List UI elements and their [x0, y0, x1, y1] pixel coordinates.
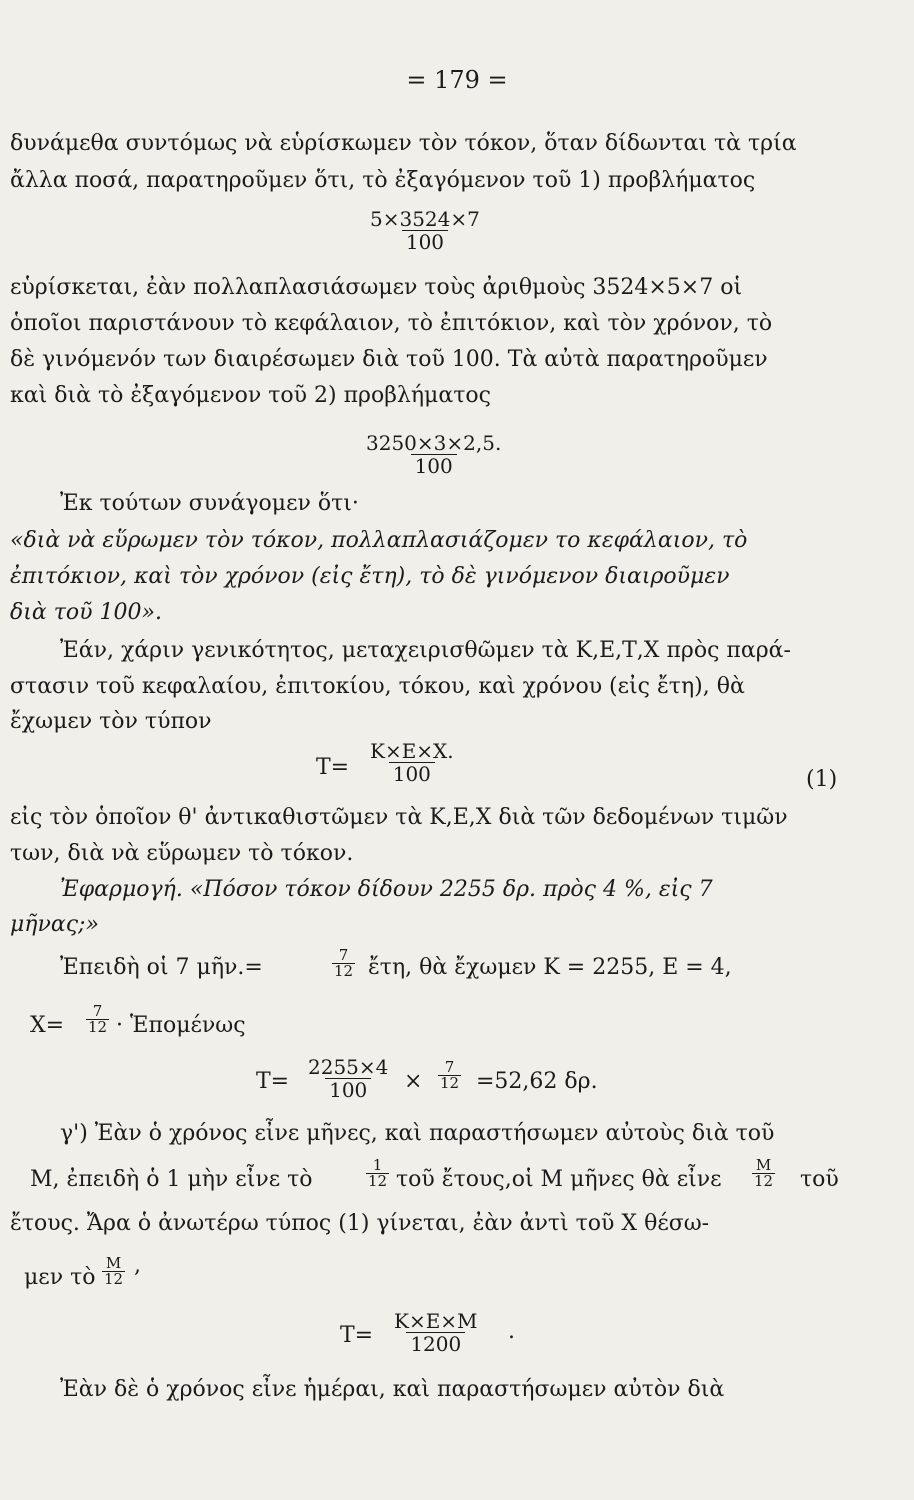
text-line: εἰς τὸν ὁποῖον θ' ἀντικαθιστῶμεν τὰ Κ,Ε,Χ διὰ τῶν δεδομένων τιμῶν [10, 805, 788, 830]
fraction-numerator: 3250×3×2,5. [366, 431, 502, 455]
formula-lhs: Τ= [256, 1069, 290, 1094]
text-line: δυνάμεθα συντόμως νὰ εὑρίσκωμεν τὸν τόκον, ὅταν δίδωνται τὰ τρία [10, 131, 797, 156]
formula-fraction-4 [390, 1310, 482, 1355]
fraction-denominator: 100 [411, 454, 457, 477]
fraction-denominator: 1200 [406, 1332, 465, 1355]
small-fraction [366, 1158, 389, 1189]
text-line: των, διὰ νὰ εὕρωμεν τὸ τόκον. [10, 841, 354, 866]
text-line: ὁποῖοι παριστάνουν τὸ κεφάλαιον, τὸ ἐπιτόκιον, καὶ τὸν χρόνον, τὸ [10, 311, 773, 336]
text-line: ἔχωμεν τὸν τύπον [10, 709, 212, 734]
fraction-denominator: 100 [325, 1078, 371, 1101]
comma: , [134, 1253, 141, 1278]
text-line: τοῦ [800, 1167, 839, 1192]
formula-lhs: Τ= [316, 755, 350, 780]
fraction-numerator: 7 [444, 1058, 455, 1076]
formula-fraction-2 [362, 432, 505, 477]
fraction-denominator: 12 [754, 1172, 774, 1190]
fraction-numerator: Μ [755, 1156, 772, 1174]
text-line: μεν τὸ [24, 1265, 96, 1290]
fraction-numerator: Κ×Ε×Μ [394, 1309, 478, 1333]
text-line: στασιν τοῦ κεφαλαίου, ἐπιτοκίου, τόκου, καὶ χρόνου (εἰς ἔτη), θὰ [10, 674, 745, 699]
application-heading: Ἐφαρμογή. «Πόσον τόκον δίδουν 2255 δρ. πρὸς 4 %, εἰς 7 [60, 877, 713, 902]
fraction-denominator: 12 [104, 1270, 124, 1288]
formula-lhs: Τ= [340, 1323, 374, 1348]
fraction-numerator: 1 [372, 1156, 383, 1174]
fraction-denominator: 100 [389, 762, 435, 785]
fraction-denominator: 12 [88, 1018, 108, 1036]
rule-statement-line: ἐπιτόκιον, καὶ τὸν χρόνον (εἰς ἔτη), τὸ δὲ γινόμενον διαιροῦμεν [10, 564, 730, 589]
times-sign: × [404, 1069, 423, 1094]
rule-statement-line: διὰ τοῦ 100». [10, 600, 162, 625]
formula-result: =52,62 δρ. [476, 1069, 598, 1094]
small-fraction [752, 1158, 775, 1189]
application-line: Χ= [30, 1013, 65, 1038]
formula-label: (1) [806, 767, 838, 792]
fraction-denominator: 100 [402, 230, 448, 253]
fraction-numerator: 7 [338, 946, 349, 964]
text-line: Μ, ἐπειδὴ ὁ 1 μὴν εἶνε τὸ [30, 1167, 313, 1192]
text-line: εὑρίσκεται, ἐὰν πολλαπλασιάσωμεν τοὺς ἀριθμοὺς 3524×5×7 οἱ [10, 275, 743, 300]
text-line: τοῦ ἔτους,οἱ Μ μῆνες θὰ εἶνε [396, 1167, 722, 1192]
text-line: μῆνας;» [10, 912, 99, 937]
text-line: ἔτους. Ἄρα ὁ ἀνωτέρω τύπος (1) γίνεται, ἐὰν ἀντὶ τοῦ Χ θέσω- [10, 1211, 710, 1236]
small-fraction [438, 1060, 461, 1091]
fraction-numerator: 7 [92, 1002, 103, 1020]
application-line: ἔτη, θὰ ἔχωμεν Κ = 2255, Ε = 4, [368, 955, 732, 980]
small-fraction [86, 1004, 109, 1035]
text-line: δὲ γινόμενόν των διαιρέσωμεν διὰ τοῦ 100. Τὰ αὐτὰ παρατηροῦμεν [10, 347, 768, 372]
formula-fraction [304, 1056, 392, 1101]
formula-fraction-3 [366, 740, 458, 785]
fraction-numerator: Μ [105, 1254, 122, 1272]
small-fraction [102, 1256, 125, 1287]
fraction-denominator: 12 [334, 962, 354, 980]
text-line: γ') Ἐὰν ὁ χρόνος εἶνε μῆνες, καὶ παραστήσωμεν αὐτοὺς διὰ τοῦ [60, 1121, 775, 1146]
text-line: Ἐκ τούτων συνάγομεν ὅτι· [60, 491, 359, 516]
text-line: ἄλλα ποσά, παρατηροῦμεν ὅτι, τὸ ἐξαγόμενον τοῦ 1) προβλήματος [10, 168, 756, 193]
text-line: Ἐὰν δὲ ὁ χρόνος εἶνε ἡμέραι, καὶ παραστήσωμεν αὐτὸν διὰ [60, 1377, 725, 1402]
text-line: καὶ διὰ τὸ ἐξαγόμενον τοῦ 2) προβλήματος [10, 383, 491, 408]
fraction-numerator: 2255×4 [308, 1055, 389, 1079]
fraction-denominator: 12 [440, 1074, 460, 1092]
page-number: = 179 = [406, 66, 508, 94]
fraction-denominator: 12 [368, 1172, 388, 1190]
period: . [508, 1319, 515, 1344]
application-line: · Ἑπομένως [116, 1013, 246, 1038]
small-fraction [332, 948, 355, 979]
formula-fraction-1 [366, 208, 484, 253]
fraction-numerator: 5×3524×7 [370, 207, 480, 231]
fraction-numerator: Κ×Ε×Χ. [370, 739, 454, 763]
text-line: Ἐάν, χάριν γενικότητος, μεταχειρισθῶμεν τὰ Κ,Ε,Τ,Χ πρὸς παρά- [60, 638, 791, 663]
application-line: Ἐπειδὴ οἱ 7 μῆν.= [60, 955, 263, 980]
rule-statement-line: «διὰ νὰ εὕρωμεν τὸν τόκον, πολλαπλασιάζομεν το κεφάλαιον, τὸ [10, 528, 748, 553]
